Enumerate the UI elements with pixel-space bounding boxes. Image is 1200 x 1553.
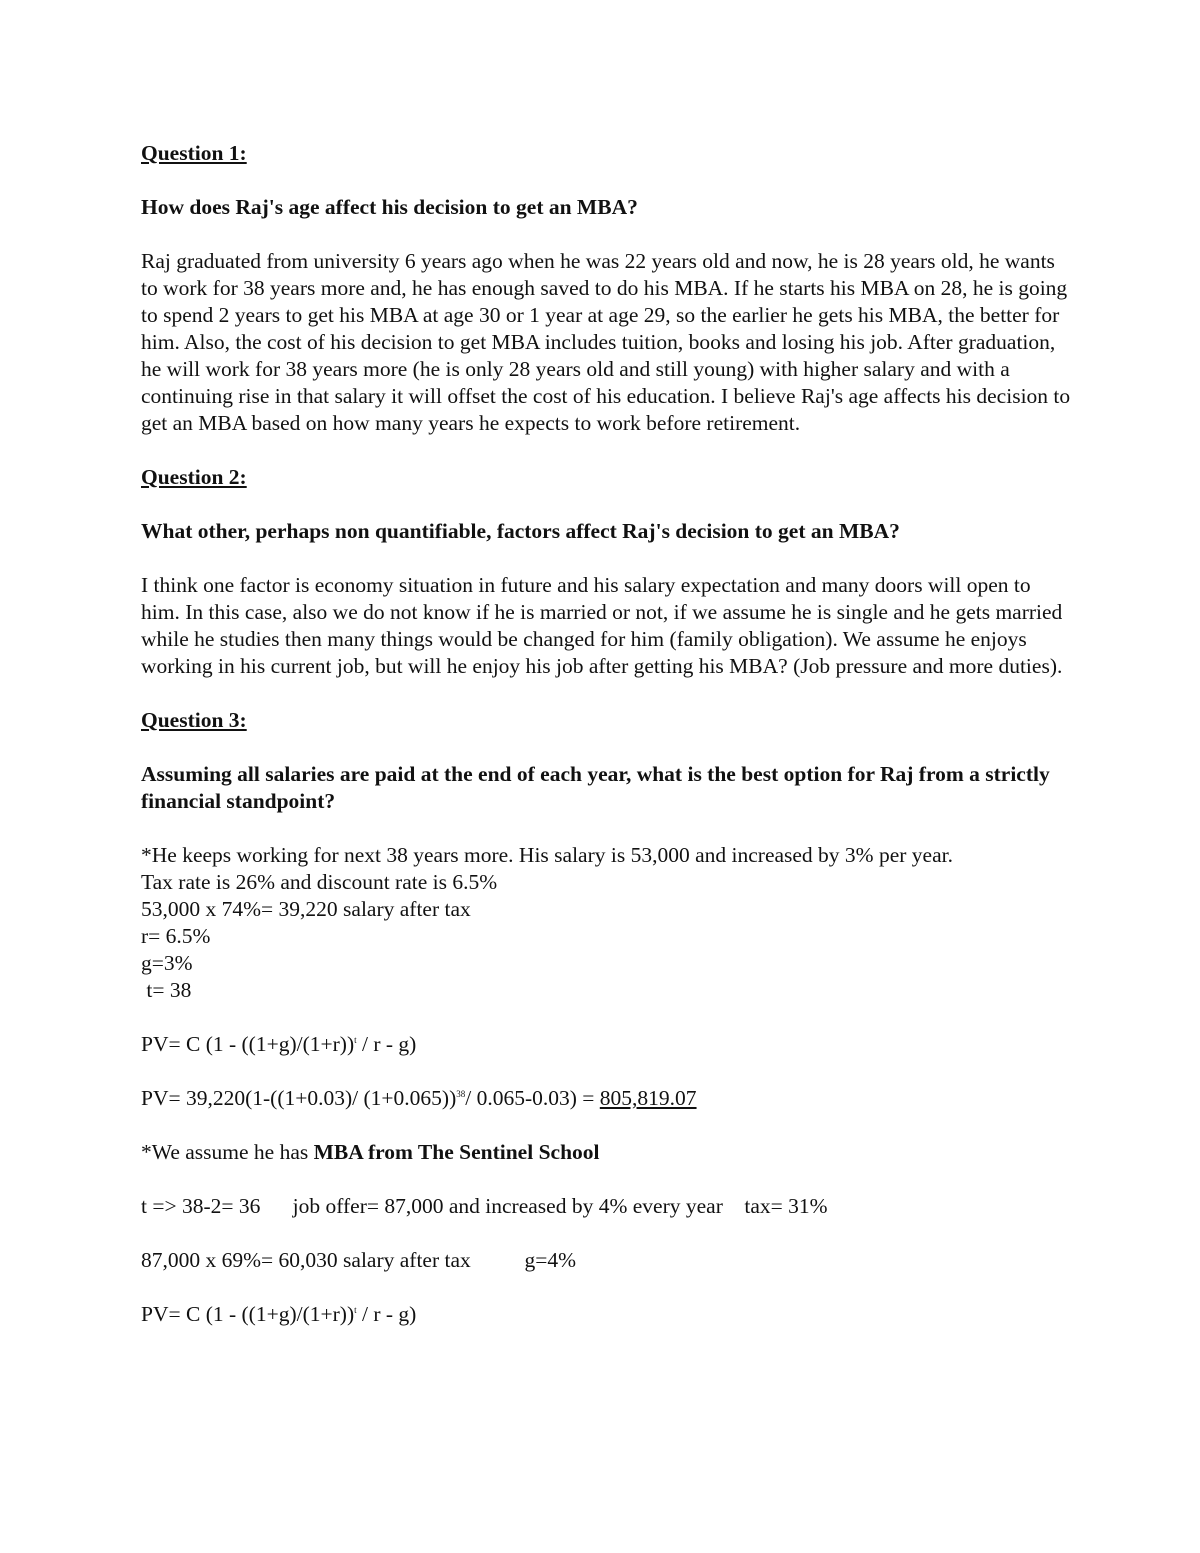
option-2-intro: [141, 1139, 1071, 1166]
option-2-job-offer: t => 38-2= 36 job offer= 87,000 and increased by 4% every year tax= 31%: [141, 1194, 828, 1218]
pv-formula-1-exponent: t: [354, 1034, 357, 1045]
question-3-text: Assuming all salaries are paid at the end of each year, what is the best option for Raj from a strictly financial standpoint?: [141, 762, 1050, 813]
pv-formula-2-exponent: t: [354, 1304, 357, 1315]
question-1-heading: Question 1:: [141, 141, 247, 165]
pv-formula-2-end: / r - g): [356, 1302, 417, 1326]
pv-formula-2: [141, 1301, 1071, 1328]
document-content: [141, 140, 1071, 1328]
option-1-line-1: *He keeps working for next 38 years more. His salary is 53,000 and increased by 3% per year.: [141, 843, 953, 867]
pv-calculation-1-mid: / 0.065-0.03) =: [465, 1086, 600, 1110]
option-1-line-2: Tax rate is 26% and discount rate is 6.5%: [141, 870, 498, 894]
pv-calculation-1: [141, 1085, 1071, 1112]
option-2-intro-prefix: *We assume he has: [141, 1140, 314, 1164]
pv-calculation-1-exponent: 38: [456, 1088, 466, 1099]
option-1-growth-rate: g=3%: [141, 951, 193, 975]
question-1-answer: Raj graduated from university 6 years ago when he was 22 years old and now, he is 28 years old, he wants to work for 38 years more and, he has enough saved to do his MBA. If he starts his MBA on 28, he is going to spend 2 years to get his MBA at age 30 or 1 year at age 29, so the earlier he gets his MBA, the better for him. Also, the cost of his decision to get MBA includes tuition, books and losing his job. After graduation, he will work for 38 years more (he is only 28 years old and still young) with higher salary and with a continuing rise in that salary it will offset the cost of his education. I believe Raj's age affects his decision to get an MBA based on how many years he expects to work before retirement.: [141, 249, 1071, 435]
question-2-heading: Question 2:: [141, 465, 247, 489]
pv-formula-1-end: / r - g): [356, 1032, 417, 1056]
option-1-discount-rate: r= 6.5%: [141, 924, 211, 948]
question-2-answer: I think one factor is economy situation in future and his salary expectation and many doors will open to him. In this case, also we do not know if he is married or not, if we assume he is single and he gets married while he studies then many things would be changed for him (family obligation). We assume he enjoys working in his current job, but will he enjoy his job after getting his MBA? (Job pressure and more duties).: [141, 573, 1063, 678]
pv-formula-1: [141, 1031, 1071, 1058]
option-1-years: t= 38: [141, 978, 192, 1002]
question-1-text: How does Raj's age affect his decision to get an MBA?: [141, 195, 638, 219]
question-3-heading: Question 3:: [141, 708, 247, 732]
pv-formula-1-base: PV= C (1 - ((1+g)/(1+r)): [141, 1032, 355, 1056]
option-2-school-name: MBA from The Sentinel School: [313, 1140, 600, 1164]
question-2-text: What other, perhaps non quantifiable, factors affect Raj's decision to get an MBA?: [141, 519, 900, 543]
option-2-salary-after-tax: 87,000 x 69%= 60,030 salary after tax g=4%: [141, 1248, 577, 1272]
option-1-salary-after-tax: 53,000 x 74%= 39,220 salary after tax: [141, 897, 471, 921]
pv-calculation-1-result: 805,819.07: [599, 1086, 697, 1110]
pv-calculation-1-base: PV= 39,220(1-((1+0.03)/ (1+0.065)): [141, 1086, 457, 1110]
pv-formula-2-base: PV= C (1 - ((1+g)/(1+r)): [141, 1302, 355, 1326]
